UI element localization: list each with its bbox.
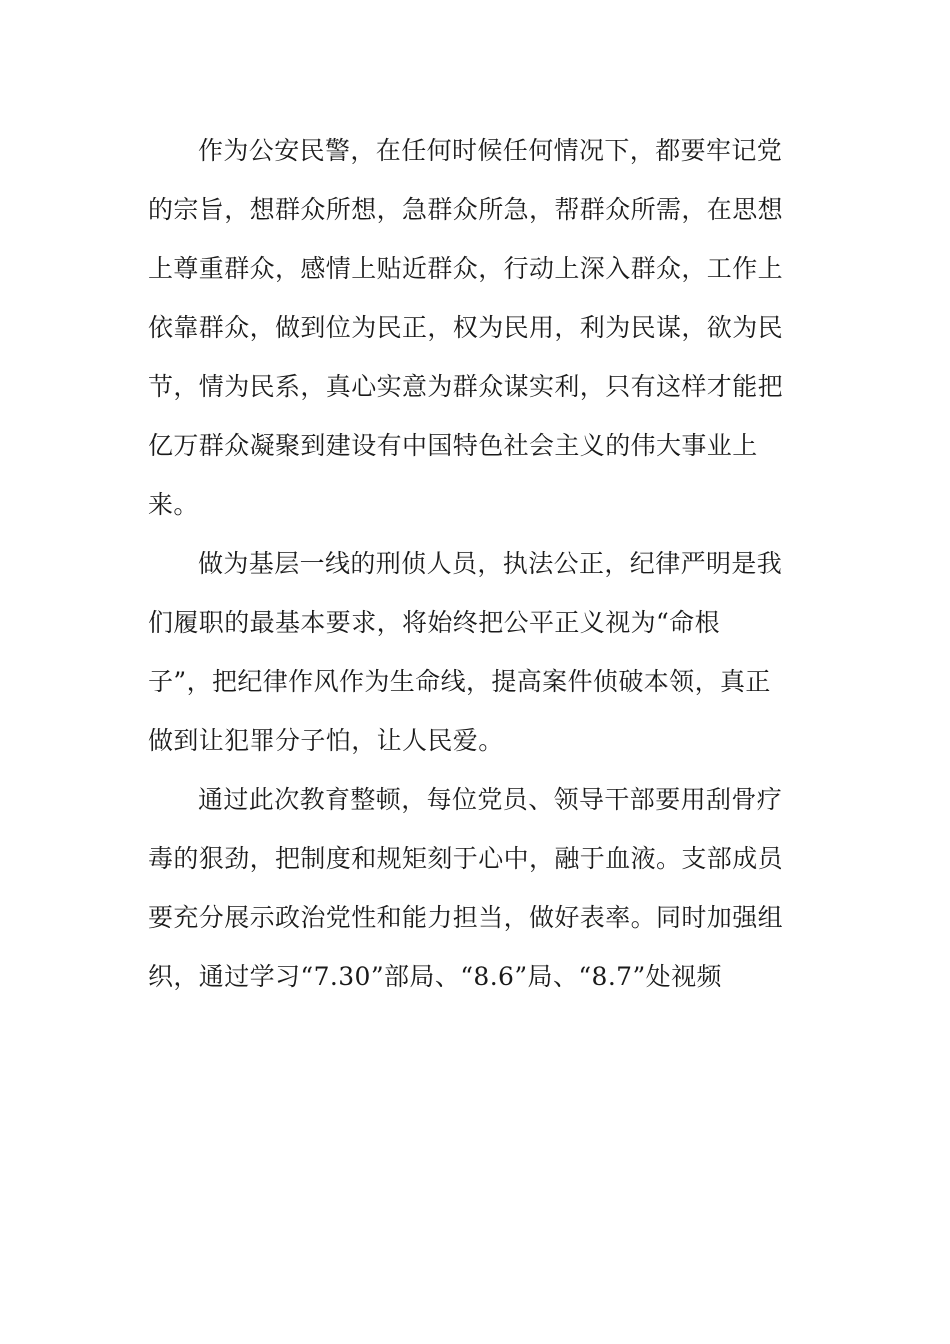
paragraph-1-line-2: 的宗旨，想群众所想，急群众所急，帮群众所需，在思想 [148,195,784,224]
body-text [148,128,798,1013]
paragraph-2-line-3: 子”，把纪律作风作为生命线，提高案件侦破本领，真正 [148,667,771,696]
paragraph-1-line-6: 亿万群众凝聚到建设有中国特色社会主义的伟大事业上 [148,431,758,460]
paragraph-2-line-4: 做到让犯罪分子怕，让人民爱。 [148,726,504,755]
paragraph-1-line-4: 依靠群众，做到位为民正，权为民用，利为民谋，欲为民 [148,313,784,342]
paragraph-3-line-4: 织，通过学习“7.30”部局、“8.6”局、“8.7”处视频 [148,962,722,991]
paragraph-1-line-5: 节，情为民系，真心实意为群众谋实利，只有这样才能把 [148,372,784,401]
paragraph-3-line-1: 通过此次教育整顿，每位党员、领导干部要用刮骨疗 [198,785,783,814]
paragraph-1-line-3: 上尊重群众，感情上贴近群众，行动上深入群众，工作上 [148,254,784,283]
paragraph-2-line-1: 做为基层一线的刑侦人员，执法公正，纪律严明是我 [198,549,783,578]
paragraph-1-line-1: 作为公安民警，在任何时候任何情况下，都要牢记党 [198,136,783,165]
paragraph-3-line-2: 毒的狠劲，把制度和规矩刻于心中，融于血液。支部成员 [148,844,784,873]
paragraph-1-line-7: 来。 [148,490,199,519]
paragraph-3-line-3: 要充分展示政治党性和能力担当，做好表率。同时加强组 [148,903,784,932]
paragraph-2-line-2: 们履职的最基本要求，将始终把公平正义视为“命根 [148,608,720,637]
